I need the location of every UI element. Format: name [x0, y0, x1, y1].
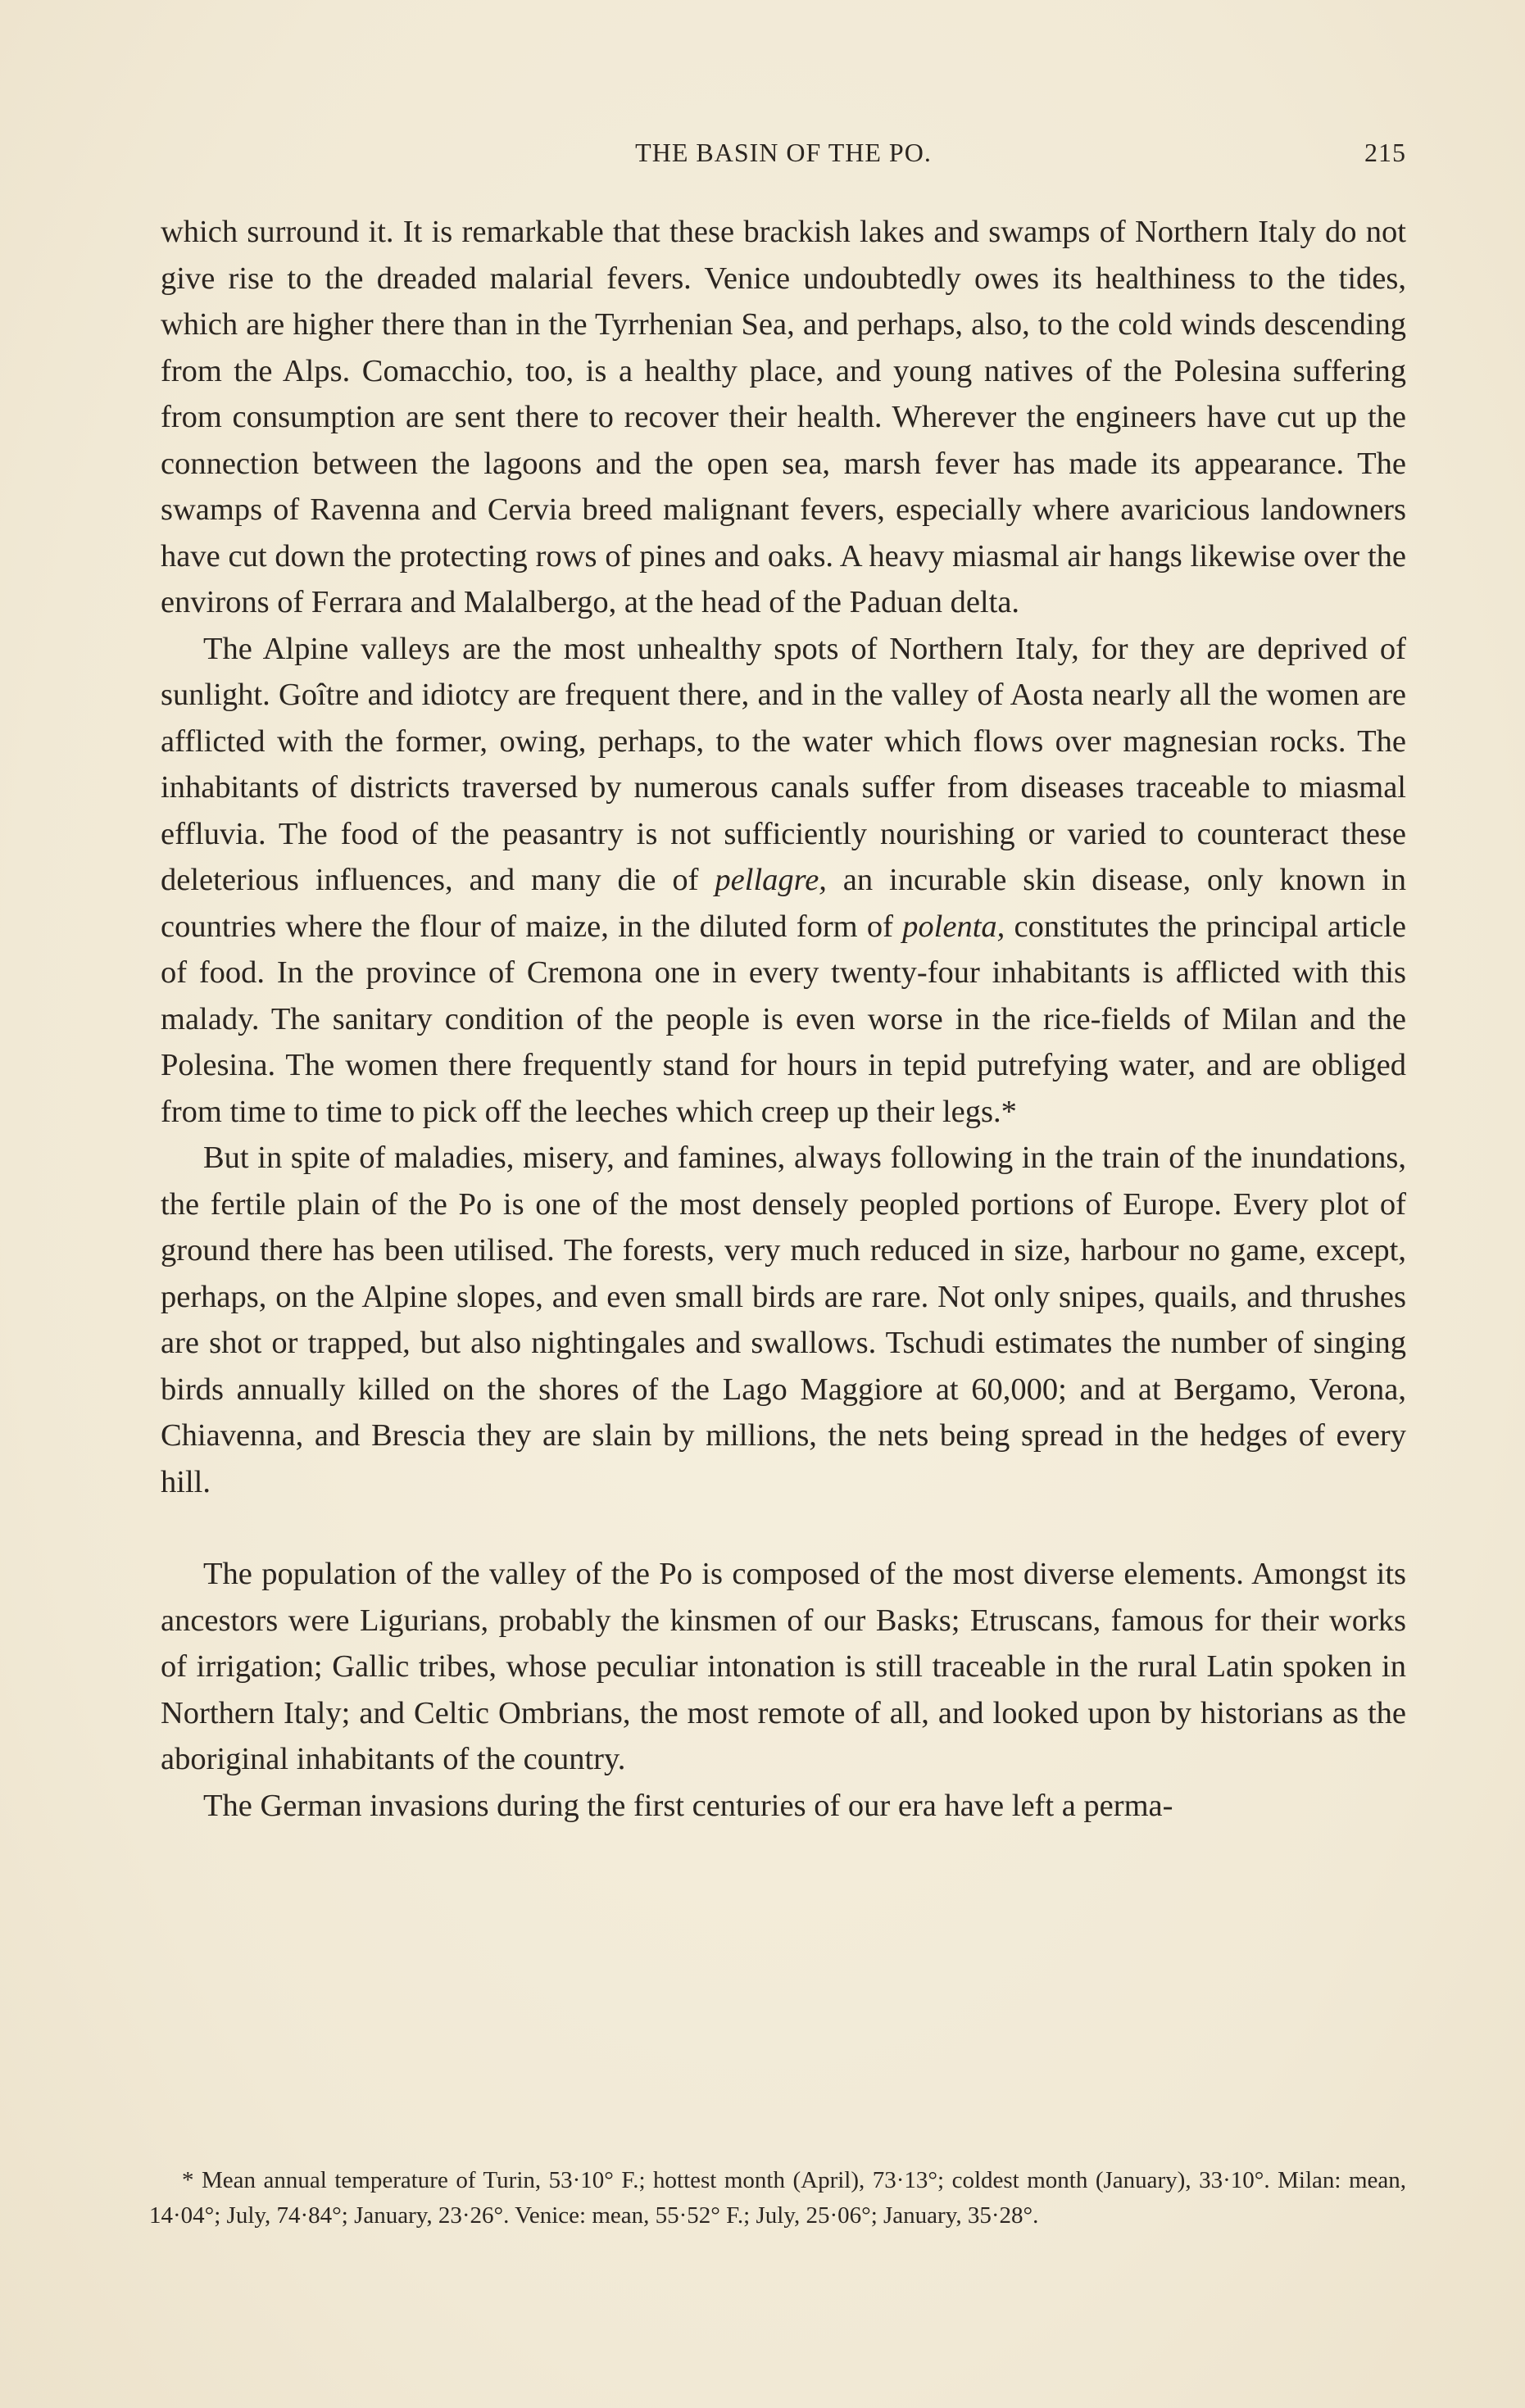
- paragraph-text: The German invasions during the first centuries of our era have left a perma-: [203, 1788, 1173, 1823]
- paragraph-text: which surround it. It is remarkable that these brackish lakes and swamps of Northern Italy do not give rise to the dreaded malarial fevers. Venice undoubtedly owes its healthiness to the tides, which are higher there than in the Tyrrhenian Sea, and perhaps, also, to the cold winds descending from the Alps. Comacchio, too, is a healthy place, and young natives of the Polesina suffering from consumption are sent there to recover their health. Wherever the engineers have cut up the connection between the lagoons and the open sea, marsh fever has made its appearance. The swamps of Ravenna and Cervia breed malignant fevers, especially where avaricious landowners have cut down the protecting rows of pines and oaks. A heavy miasmal air hangs likewise over the environs of Ferrara and Malalbergo, at the head of the Paduan delta.: [161, 215, 1406, 619]
- body-text: [161, 209, 1406, 1829]
- italic-term-pellagre: pellagre,: [715, 863, 827, 897]
- paragraph-maladies: [161, 1135, 1406, 1505]
- italic-term-polenta: polenta,: [902, 909, 1005, 944]
- page-number: 215: [1364, 138, 1406, 167]
- footnote-mark: *: [182, 2167, 194, 2193]
- paragraph-text: constitutes the principal article of food. In the province of Cremona one in every twenty-four inhabitants is afflicted with this malady. The sanitary condition of the people is even worse in the rice-fields of Milan and the Polesina. The women there frequently stand for hours in tepid putrefying water, and are obliged from time to time to pick off the leeches which creep up their legs.*: [161, 909, 1406, 1129]
- paragraph-text: an incurable skin disease, only known in countries where the flour of maize, in the diluted form of: [161, 863, 1406, 944]
- paragraph-population: [161, 1551, 1406, 1783]
- running-head: [161, 138, 1406, 174]
- footnote: [149, 2163, 1406, 2233]
- paragraph-german-invasions: [161, 1783, 1406, 1830]
- running-title: THE BASIN OF THE PO.: [635, 138, 932, 167]
- paragraph-text: But in spite of maladies, misery, and famines, always following in the train of the inundations, the fertile plain of the Po is one of the most densely peopled portions of Europe. Every plot of ground there has been utilised. The forests, very much reduced in size, harbour no game, except, perhaps, on the Alpine slopes, and even small birds are rare. Not only snipes, quails, and thrushes are shot or trapped, but also nightingales and swallows. Tschudi estimates the number of singing birds annually killed on the shores of the Lago Maggiore at 60,000; and at Bergamo, Verona, Chiavenna, and Brescia they are slain by millions, the nets being spread in the hedges of every hill.: [161, 1141, 1406, 1499]
- paragraph-text: The population of the valley of the Po is composed of the most diverse elements. Amongst its ancestors were Ligurians, probably the kinsmen of our Basks; Etruscans, famous for their works of irrigation; Gallic tribes, whose peculiar intonation is still traceable in the rural Latin spoken in Northern Italy; and Celtic Ombrians, the most remote of all, and looked upon by historians as the aboriginal inhabitants of the country.: [161, 1557, 1406, 1776]
- paragraph-text: The Alpine valleys are the most unhealthy spots of Northern Italy, for they are deprived of sunlight. Goître and idiotcy are frequent there, and in the valley of Aosta nearly all the women are afflicted with the former, owing, perhaps, to the water which flows over magnesian rocks. The inhabitants of districts traversed by numerous canals suffer from diseases traceable to miasmal effluvia. The food of the peasantry is not sufficiently nourishing or varied to counteract these deleterious influences, and many die of: [161, 631, 1406, 897]
- paragraph-continuation: [161, 209, 1406, 626]
- paragraph-alpine-valleys: [161, 626, 1406, 1136]
- footnote-text: Mean annual temperature of Turin, 53·10° F.; hottest month (April), 73·13°; coldest month (January), 33·10°. Milan: mean, 14·04°; July, 74·84°; January, 23·26°. Venice: mean, 55·52° F.; July, 25·06°; January, 35·28°.: [149, 2167, 1406, 2229]
